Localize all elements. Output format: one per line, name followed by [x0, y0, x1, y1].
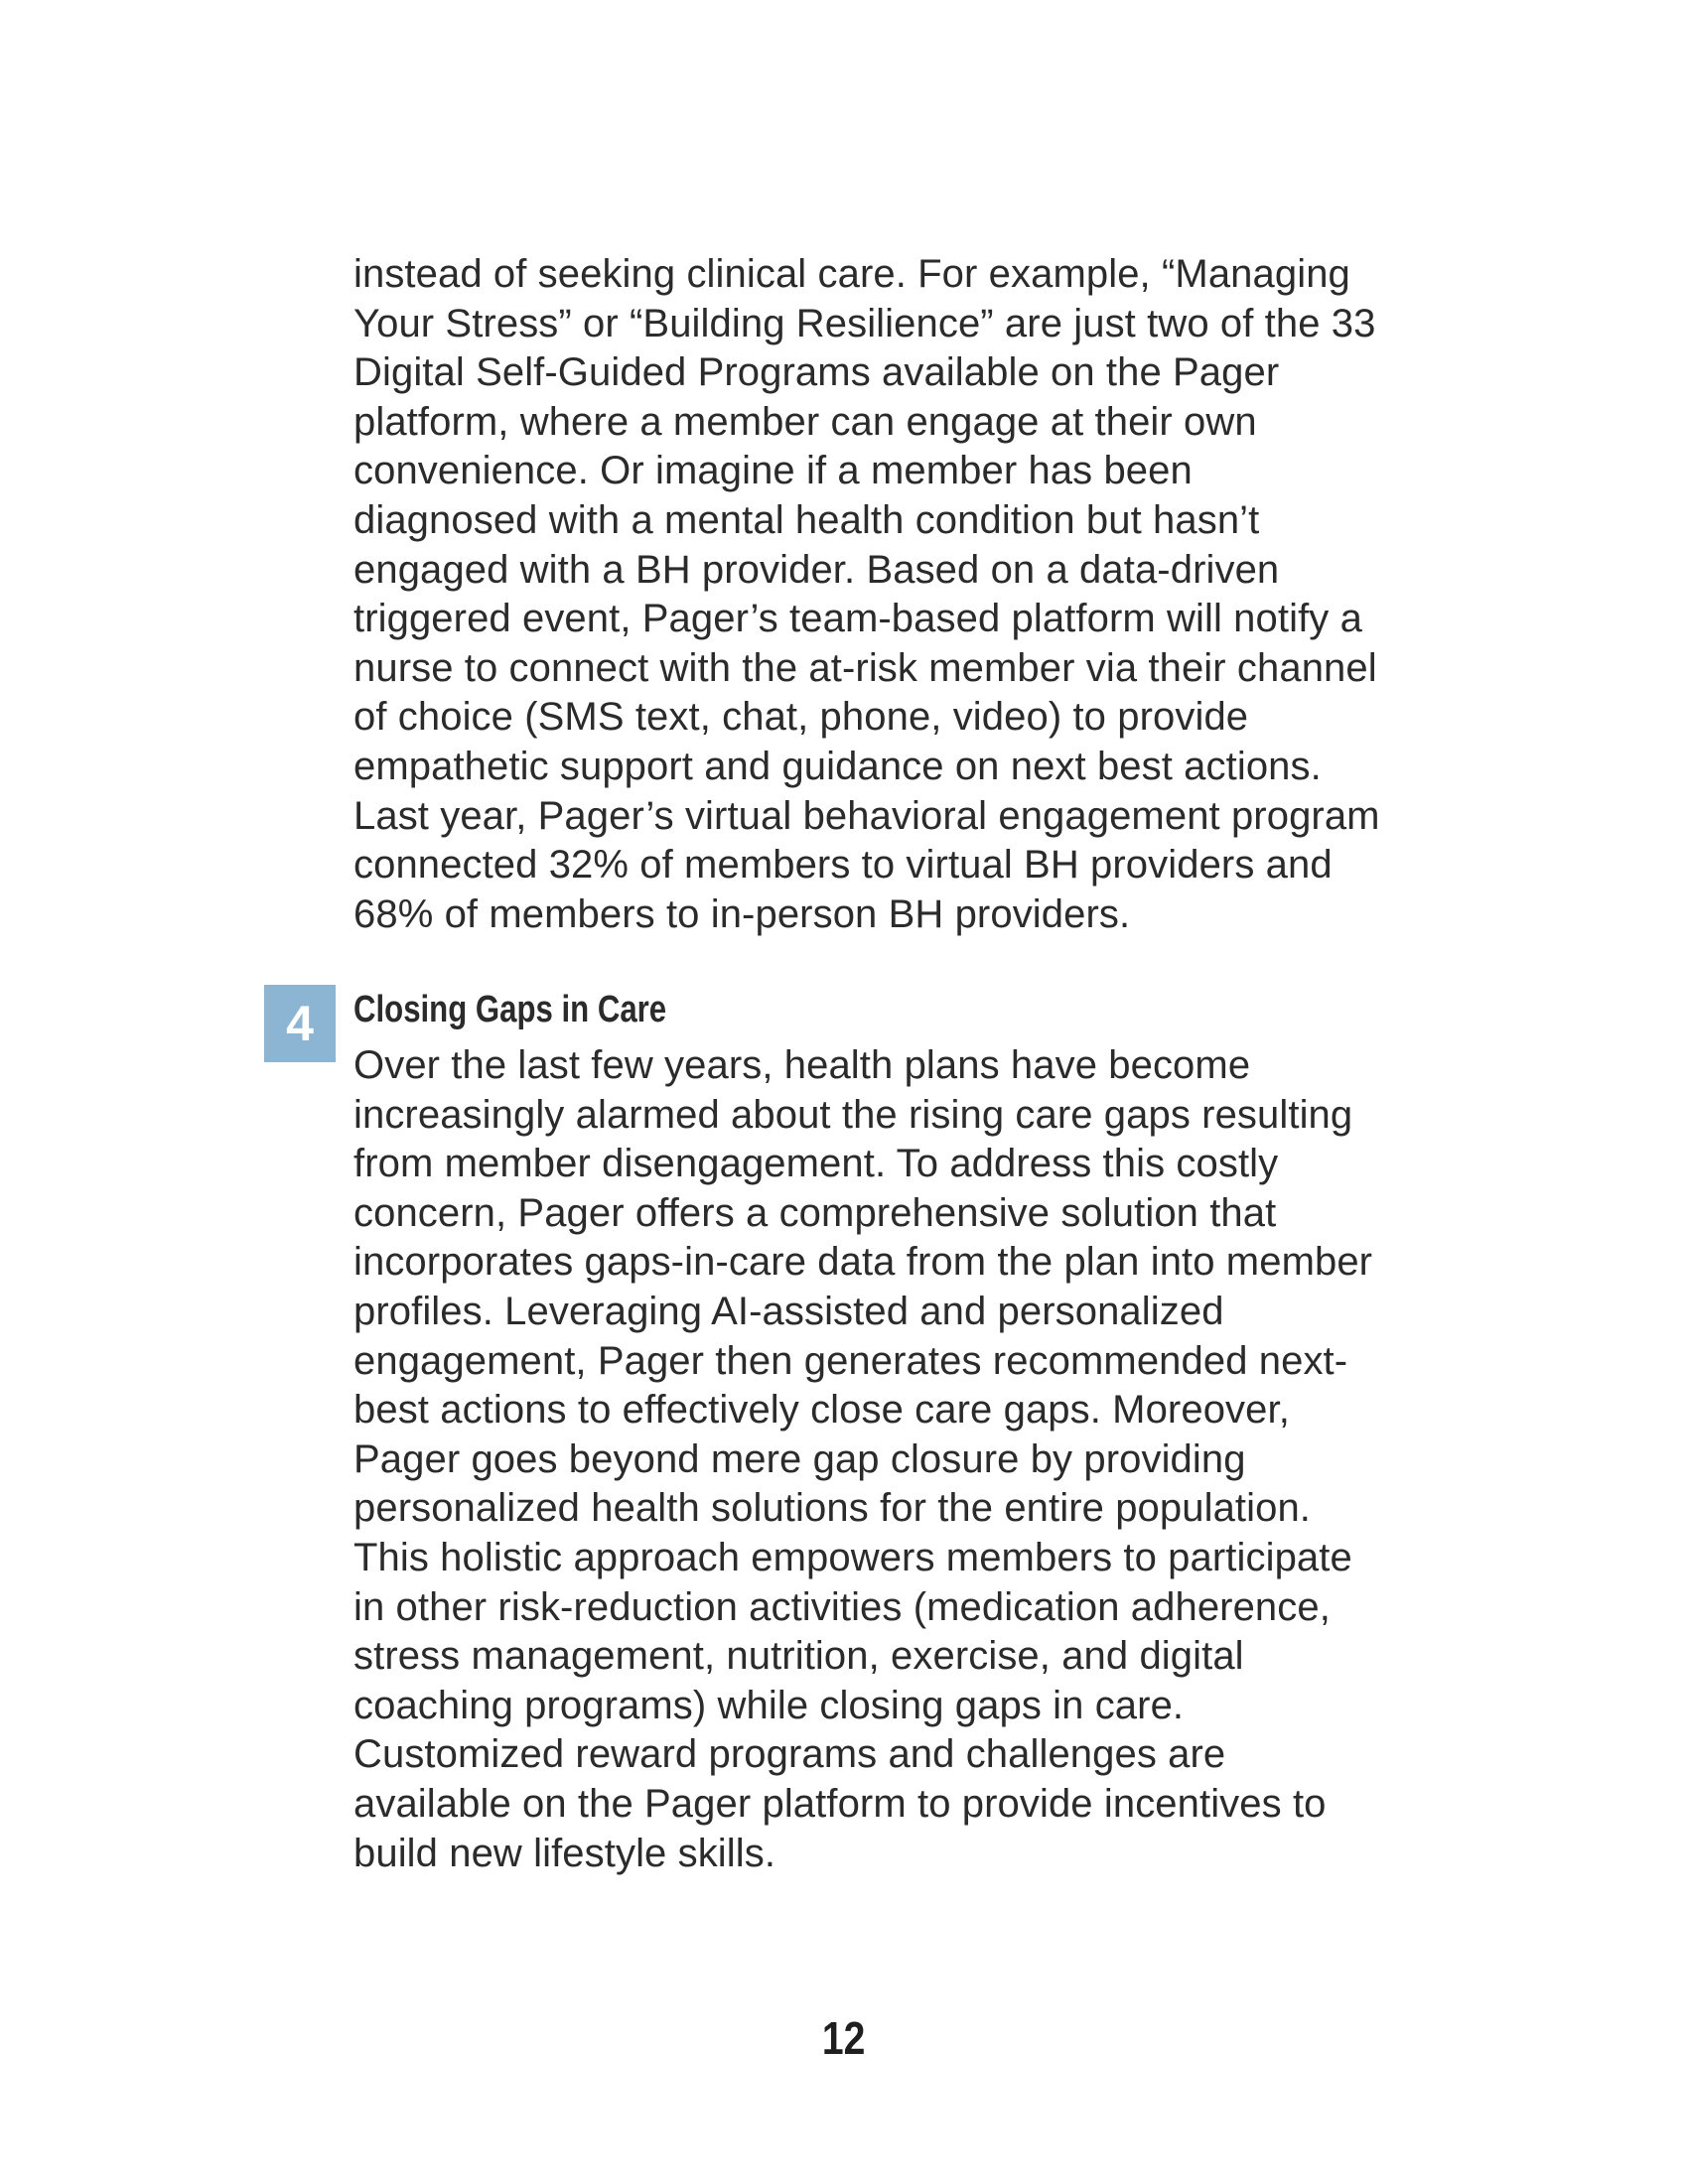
text-line: concern, Pager offers a comprehensive solution that	[353, 1190, 1277, 1235]
text-line: connected 32% of members to virtual BH providers and	[353, 843, 1333, 887]
text-line: empathetic support and guidance on next best actions.	[353, 744, 1322, 788]
text-line: stress management, nutrition, exercise, and digital	[353, 1634, 1244, 1679]
text-line: personalized health solutions for the entire population.	[353, 1486, 1312, 1531]
intro-paragraph	[353, 250, 1406, 939]
section-closing-gaps	[353, 986, 1406, 1878]
text-line: Your Stress” or “Building Resilience” are just two of the 33	[353, 301, 1376, 345]
text-line: Pager goes beyond mere gap closure by providing	[353, 1436, 1246, 1481]
text-line: platform, where a member can engage at their own	[353, 399, 1257, 444]
text-line: instead of seeking clinical care. For example, “Managing	[353, 252, 1350, 296]
text-line: This holistic approach empowers members to participate	[353, 1535, 1352, 1579]
text-line: engaged with a BH provider. Based on a data-driven	[353, 547, 1280, 592]
text-line: profiles. Leveraging AI-assisted and personalized	[353, 1289, 1224, 1333]
text-line: 68% of members to in-person BH providers.	[353, 891, 1131, 936]
text-line: available on the Pager platform to provide incentives to	[353, 1781, 1327, 1826]
text-line: nurse to connect with the at-risk member via their channel	[353, 645, 1377, 690]
text-line: engagement, Pager then generates recommended next-	[353, 1338, 1348, 1383]
text-line: in other risk-reduction activities (medication adherence,	[353, 1584, 1331, 1629]
text-line: Digital Self-Guided Programs available on the Pager	[353, 350, 1280, 395]
text-line: coaching programs) while closing gaps in care.	[353, 1683, 1185, 1727]
section-heading: Closing Gaps in Care	[353, 989, 667, 1030]
text-line: diagnosed with a mental health condition but hasn’t	[353, 497, 1260, 542]
page-number-label: 12	[822, 2012, 866, 2064]
text-line: incorporates gaps-in-care data from the plan into member	[353, 1240, 1373, 1285]
text-line: convenience. Or imagine if a member has been	[353, 449, 1193, 493]
section-paragraph	[353, 1041, 1406, 1878]
section-number-badge: 4	[264, 985, 336, 1062]
text-line: from member disengagement. To address this costly	[353, 1142, 1279, 1186]
page-number	[0, 2010, 1688, 2066]
text-line: Over the last few years, health plans have become	[353, 1043, 1251, 1087]
text-line: build new lifestyle skills.	[353, 1831, 776, 1875]
text-line: Customized reward programs and challenges are	[353, 1732, 1226, 1777]
text-line: increasingly alarmed about the rising care gaps resulting	[353, 1092, 1353, 1137]
text-line: triggered event, Pager’s team-based platform will notify a	[353, 597, 1362, 641]
text-line: best actions to effectively close care gaps. Moreover,	[353, 1388, 1290, 1433]
text-line: Last year, Pager’s virtual behavioral engagement program	[353, 793, 1380, 838]
text-line: of choice (SMS text, chat, phone, video) to provide	[353, 695, 1249, 740]
